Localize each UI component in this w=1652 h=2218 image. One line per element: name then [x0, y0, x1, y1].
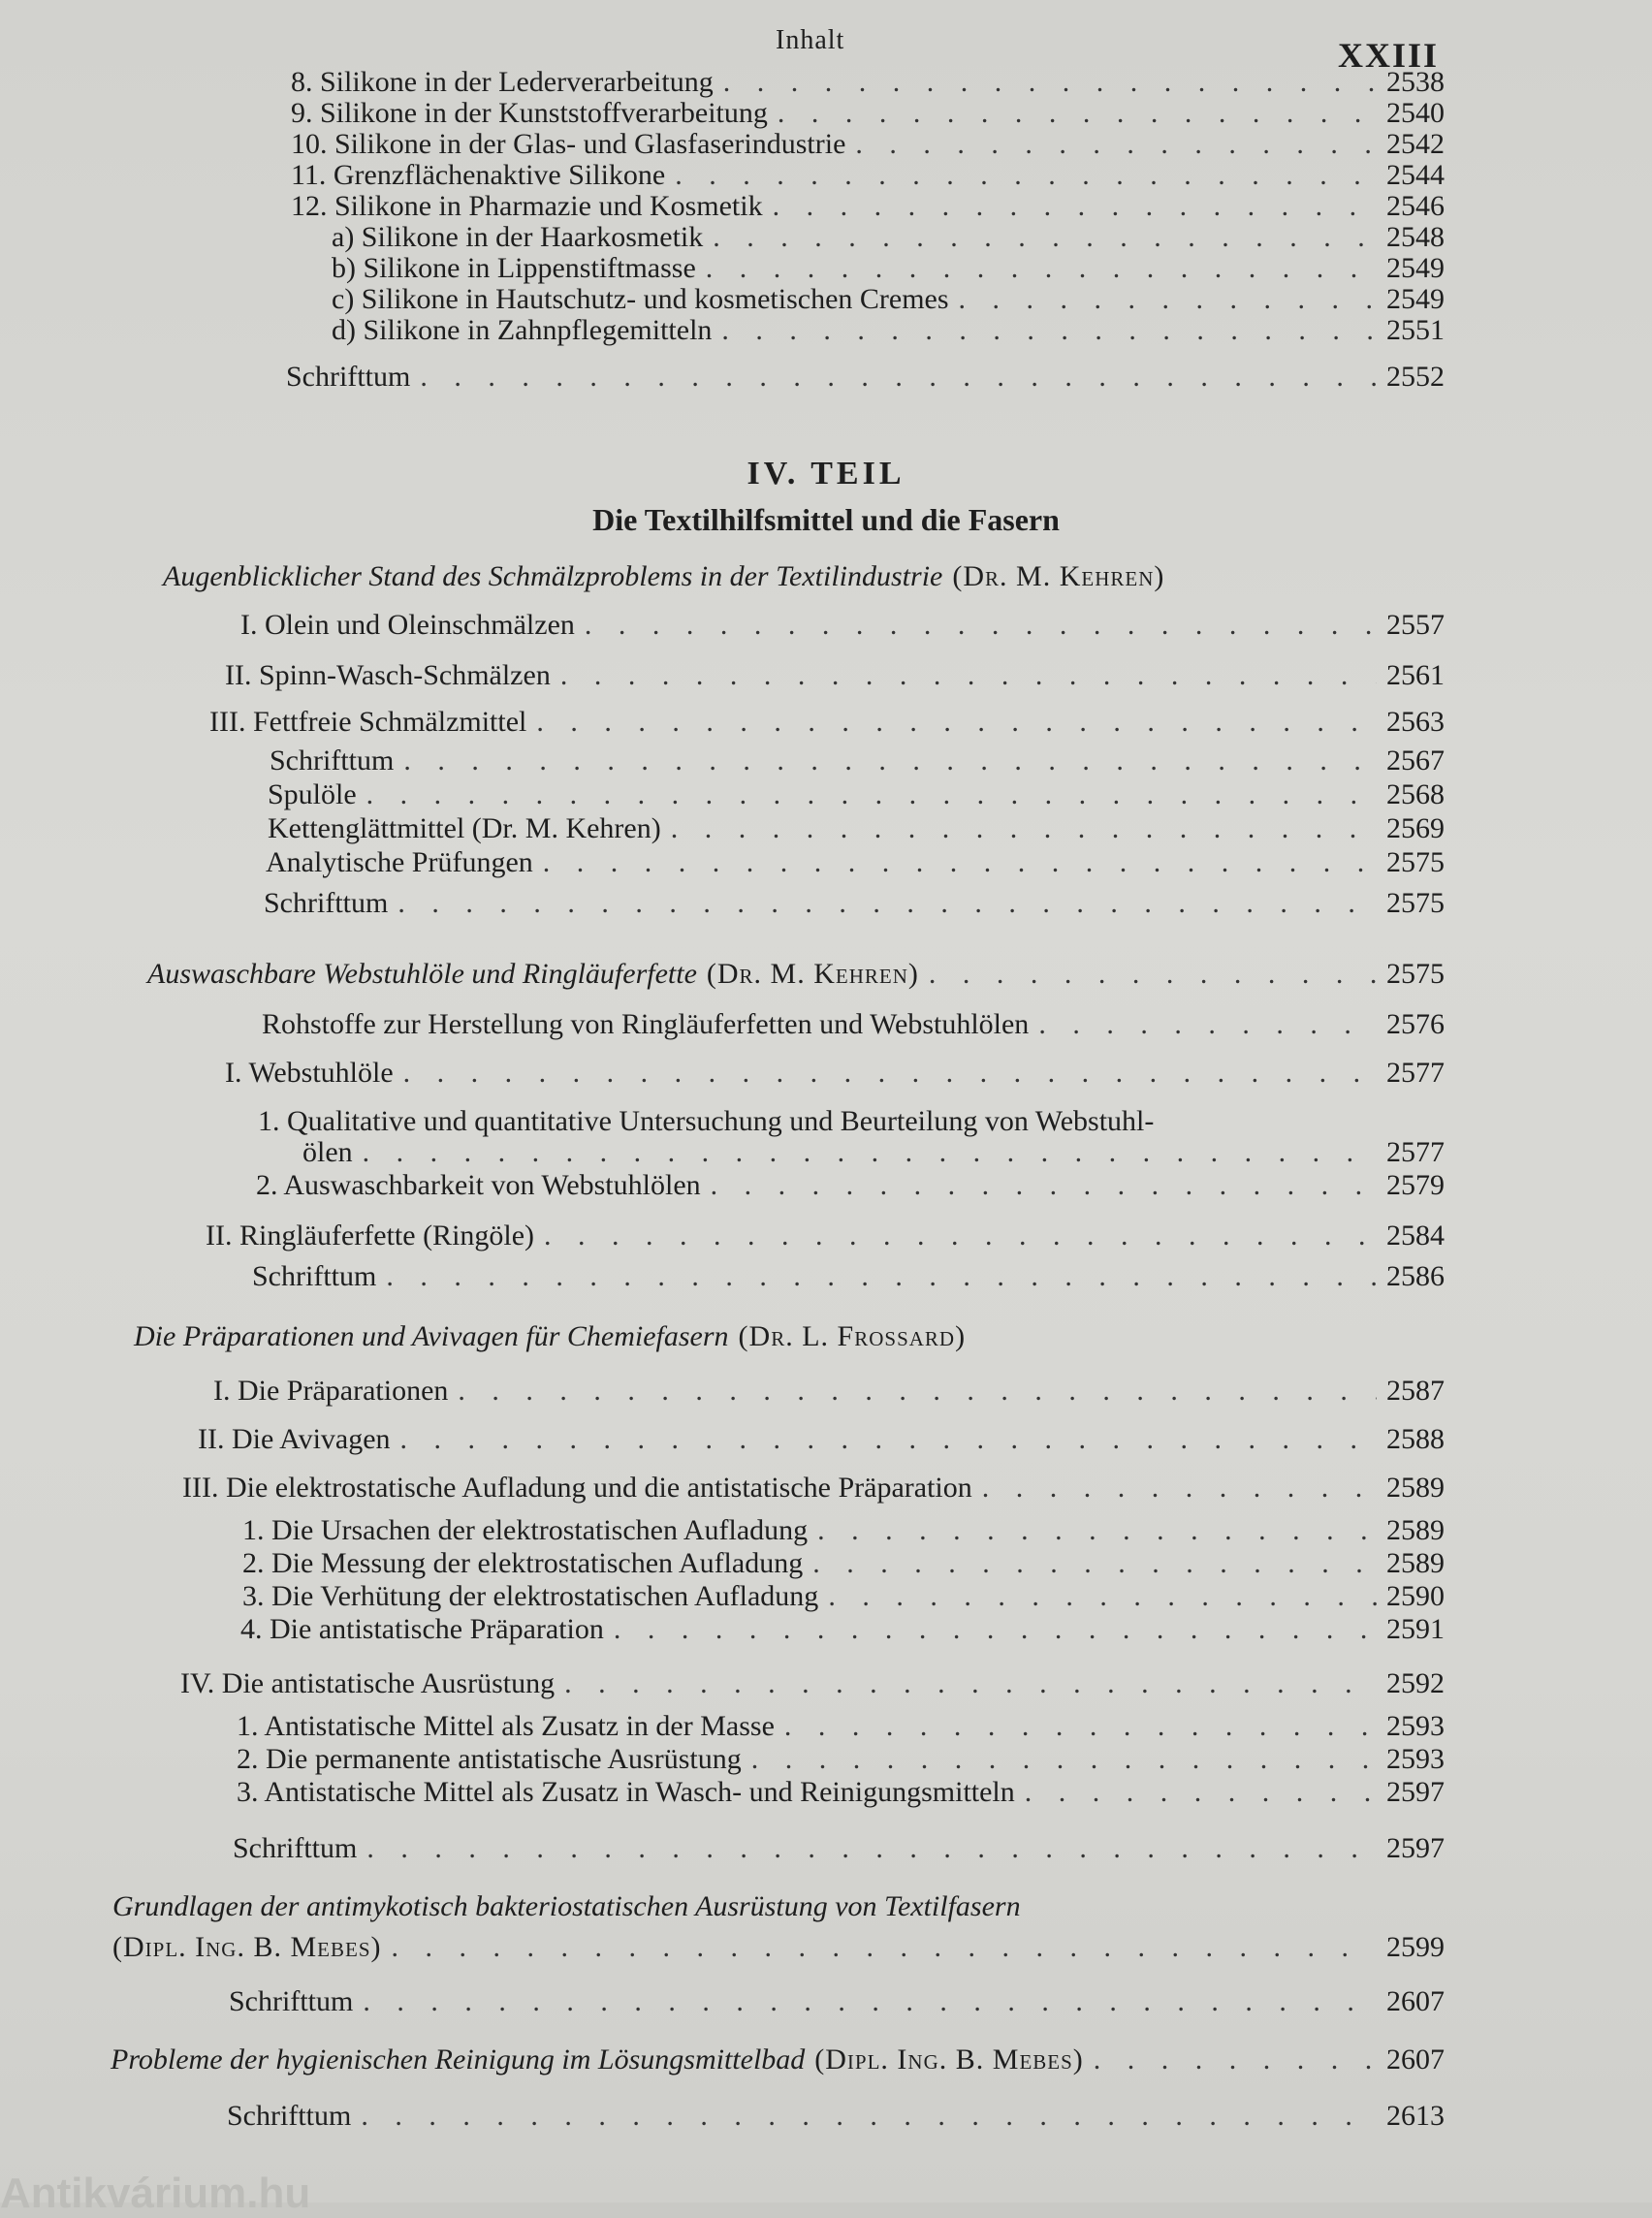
- section-heading: Augenblicklicher Stand des Schmälzproblems in der Textilindustrie (Dr. M. Kehren): [163, 560, 1165, 592]
- toc-entry: II. Ringläuferfette (Ringöle) . . . 2584: [206, 1220, 1445, 1258]
- toc-entry: 10. Silikone in der Glas- und Glasfaserindustrie . . . 2542: [291, 128, 1445, 167]
- toc-entry: Schrifttum . . . 2586: [252, 1260, 1445, 1299]
- toc-entry: IV. Die antistatische Ausrüstung . . . 2592: [180, 1667, 1445, 1706]
- toc-entry: Schrifttum . . . 2607: [229, 1985, 1445, 2024]
- toc-entry: 11. Grenzflächenaktive Silikone . . . 2544: [291, 159, 1445, 198]
- toc-entry: Analytische Prüfungen . . . 2575: [266, 846, 1445, 885]
- toc-entry: 1. Die Ursachen der elektrostatischen Aufladung . . . 2589: [242, 1514, 1445, 1553]
- section-heading: Auswaschbare Webstuhlöle und Ringläuferfette (Dr. M. Kehren) . . . 2575: [147, 958, 1445, 997]
- toc-entry: Spulöle . . . 2568: [268, 778, 1445, 817]
- toc-entry: a) Silikone in der Haarkosmetik . . . 2548: [332, 221, 1445, 260]
- toc-entry: 9. Silikone in der Kunststoffverarbeitung . . . 2540: [291, 97, 1445, 136]
- section-heading: Grundlagen der antimykotisch bakteriostatischen Ausrüstung von Textilfasern: [112, 1890, 1021, 1922]
- section-author-line: (Dipl. Ing. B. Mebes) . . . 2599: [112, 1931, 1445, 1970]
- part-number: IV. TEIL: [747, 456, 905, 491]
- toc-entry: ölen . . . 2577: [302, 1136, 1445, 1175]
- section-heading: Probleme der hygienischen Reinigung im Lösungsmittelbad (Dipl. Ing. B. Mebes) . . . 2607: [111, 2044, 1445, 2082]
- toc-entry: II. Die Avivagen . . . 2588: [198, 1423, 1445, 1462]
- toc-entry: 3. Antistatische Mittel als Zusatz in Wasch- und Reinigungsmitteln . . . 2597: [237, 1776, 1445, 1815]
- toc-entry: I. Olein und Oleinschmälzen . . . 2557: [240, 609, 1445, 648]
- toc-entry: 2. Auswaschbarkeit von Webstuhlölen . . . 2579: [256, 1169, 1445, 1208]
- toc-entry: I. Webstuhlöle . . . 2577: [225, 1057, 1445, 1095]
- toc-entry: II. Spinn-Wasch-Schmälzen . . . 2561: [225, 659, 1445, 698]
- toc-entry: 1. Antistatische Mittel als Zusatz in der Masse . . . 2593: [237, 1710, 1445, 1749]
- toc-entry: I. Die Präparationen . . . 2587: [213, 1375, 1445, 1413]
- toc-entry: 2. Die permanente antistatische Ausrüstung . . . 2593: [237, 1743, 1445, 1782]
- toc-entry: 4. Die antistatische Präparation . . . 2591: [240, 1613, 1445, 1652]
- toc-entry: Schrifttum . . . 2567: [270, 745, 1445, 783]
- toc-entry: Kettenglättmittel (Dr. M. Kehren) . . . 2569: [268, 812, 1445, 851]
- toc-entry: 12. Silikone in Pharmazie und Kosmetik . . . 2546: [291, 190, 1445, 229]
- section-heading: Die Präparationen und Avivagen für Chemiefasern (Dr. L. Frossard): [134, 1320, 967, 1352]
- toc-entry: 1. Qualitative und quantitative Untersuchung und Beurteilung von Webstuhl-: [258, 1105, 1155, 1137]
- toc-entry: III. Fettfreie Schmälzmittel . . . 2563: [209, 706, 1445, 745]
- toc-entry: III. Die elektrostatische Aufladung und die antistatische Präparation . . . 2589: [182, 1472, 1445, 1510]
- watermark: Antikvárium.hu: [0, 2170, 311, 2217]
- toc-entry: 3. Die Verhütung der elektrostatischen Aufladung . . . 2590: [242, 1580, 1445, 1619]
- part-title: Die Textilhilfsmittel und die Fasern: [592, 502, 1060, 537]
- header-page-number: XXIII: [1338, 36, 1440, 75]
- toc-entry: Rohstoffe zur Herstellung von Ringläuferfetten und Webstuhlölen . . . 2576: [262, 1008, 1445, 1047]
- toc-entry: c) Silikone in Hautschutz- und kosmetischen Cremes . . . 2549: [332, 283, 1445, 322]
- toc-entry: Schrifttum . . . 2575: [264, 887, 1445, 926]
- toc-entry: 8. Silikone in der Lederverarbeitung . . . 2538: [291, 66, 1445, 105]
- header-title: Inhalt: [776, 25, 845, 55]
- toc-entry: Schrifttum . . . 2613: [227, 2100, 1445, 2139]
- toc-entry: Schrifttum . . . 2597: [233, 1832, 1445, 1871]
- toc-entry: d) Silikone in Zahnpflegemitteln . . . 2551: [332, 314, 1445, 353]
- toc-entry: Schrifttum . . . 2552: [286, 361, 1445, 399]
- toc-entry: 2. Die Messung der elektrostatischen Aufladung . . . 2589: [242, 1547, 1445, 1586]
- toc-entry: b) Silikone in Lippenstiftmasse . . . 2549: [332, 252, 1445, 291]
